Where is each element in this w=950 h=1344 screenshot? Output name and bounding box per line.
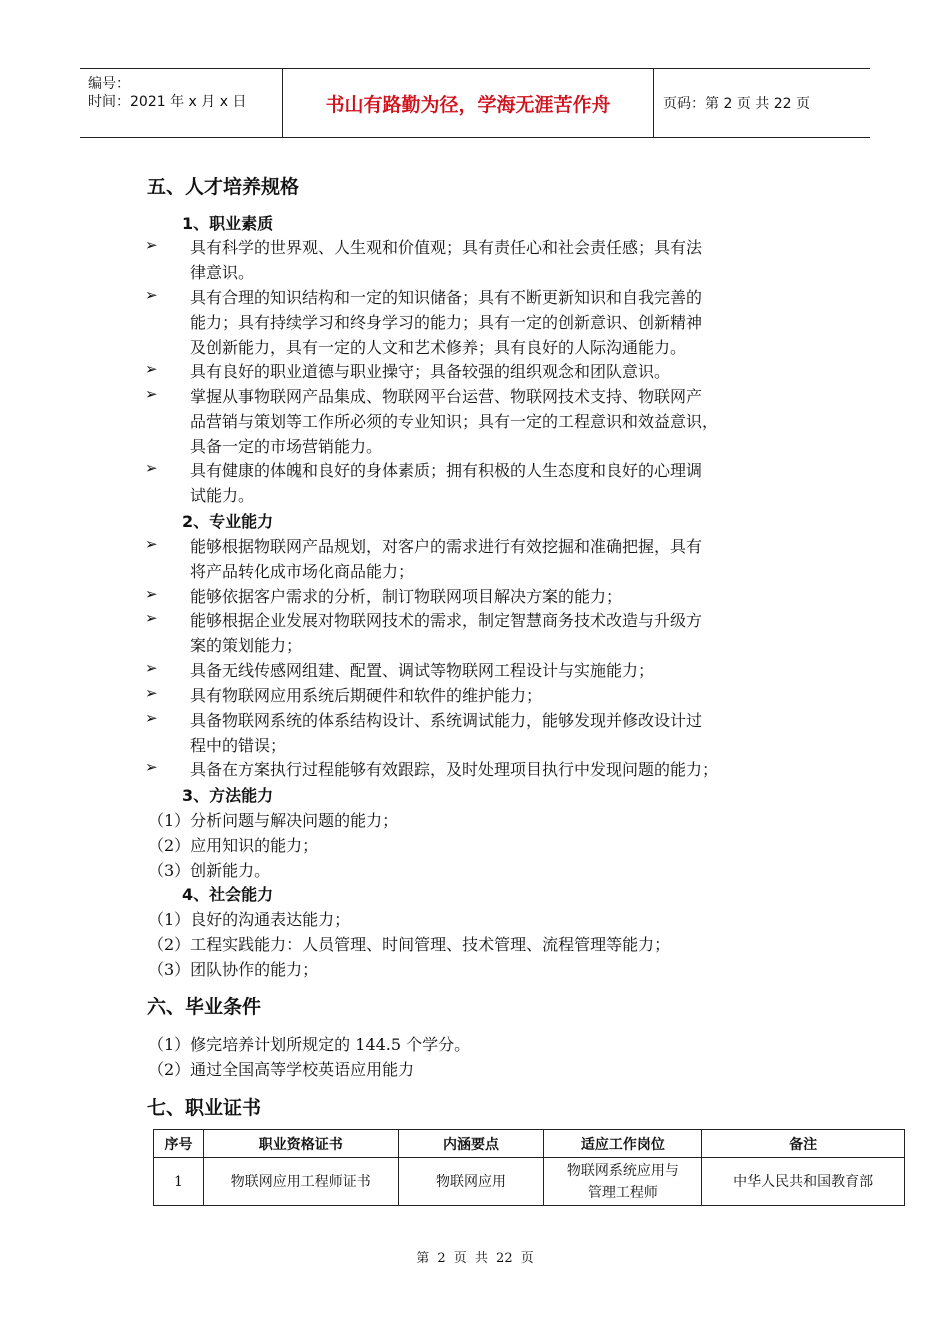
- list-item: （2）工程实践能力：人员管理、时间管理、技术管理、流程管理等能力；: [148, 935, 671, 954]
- list-item-text: 律意识。: [190, 263, 255, 282]
- section-title-7: 七、职业证书: [147, 1097, 262, 1119]
- subsection-title-5-3: 3、方法能力: [182, 786, 274, 805]
- cell-position-line: 物联网系统应用与: [566, 1162, 679, 1179]
- list-item-text: 掌握从事物联网产品集成、物联网平台运营、物联网技术支持、物联网产: [190, 387, 703, 406]
- list-item-text: 具有科学的世界观、人生观和价值观；具有责任心和社会责任感；具有法: [190, 238, 703, 257]
- list-item-text: 具有合理的知识结构和一定的知识储备；具有不断更新知识和自我完善的: [190, 288, 703, 307]
- cell-index: 1: [154, 1158, 204, 1206]
- time-label: 时间：2021 年 x 月 x 日: [88, 94, 247, 110]
- list-item-text: 具有物联网应用系统后期硬件和软件的维护能力；: [190, 686, 543, 705]
- page-footer: 第 2 页 共 22 页: [416, 1251, 534, 1266]
- arrow-bullet-icon: ➢: [145, 286, 158, 304]
- list-item: （2）通过全国高等学校英语应用能力: [148, 1060, 415, 1079]
- arrow-bullet-icon: ➢: [145, 684, 158, 702]
- list-item-text: 能力；具有持续学习和终身学习的能力；具有一定的创新意识、创新精神: [190, 313, 703, 332]
- certificate-table: [153, 1129, 905, 1206]
- list-item: （3）创新能力。: [148, 861, 271, 880]
- subsection-title-5-1: 1、职业素质: [182, 214, 274, 233]
- arrow-bullet-icon: ➢: [145, 585, 158, 603]
- list-item: （1）良好的沟通表达能力；: [148, 910, 351, 929]
- col-header-certificate: 职业资格证书: [203, 1130, 398, 1158]
- list-item-text: 具备物联网系统的体系结构设计、系统调试能力，能够发现并修改设计过: [190, 711, 703, 730]
- arrow-bullet-icon: ➢: [145, 609, 158, 627]
- list-item-text: 具有良好的职业道德与职业操守；具备较强的组织观念和团队意识。: [190, 362, 671, 381]
- list-item-text: 具备无线传感网组建、配置、调试等物联网工程设计与实施能力；: [190, 661, 655, 680]
- page-header: [80, 68, 870, 138]
- arrow-bullet-icon: ➢: [145, 236, 158, 254]
- arrow-bullet-icon: ➢: [145, 385, 158, 403]
- list-item: （1）修完培养计划所规定的 144.5 个学分。: [148, 1035, 471, 1054]
- arrow-bullet-icon: ➢: [145, 709, 158, 727]
- list-item-text: 能够依据客户需求的分析，制订物联网项目解决方案的能力；: [190, 587, 623, 606]
- col-header-position: 适应工作岗位: [544, 1130, 702, 1158]
- list-item: （3）团队协作的能力；: [148, 960, 319, 979]
- header-motto: 书山有路勤为径，学海无涯苦作舟: [283, 69, 654, 137]
- list-item: （2）应用知识的能力；: [148, 836, 319, 855]
- list-item-text: 具备一定的市场营销能力。: [190, 437, 383, 456]
- list-item-text: 及创新能力，具有一定的人文和艺术修养；具有良好的人际沟通能力。: [190, 338, 687, 357]
- arrow-bullet-icon: ➢: [145, 459, 158, 477]
- cell-content: 物联网应用: [398, 1158, 544, 1206]
- list-item-text: 将产品转化成市场化商品能力；: [190, 562, 415, 581]
- col-header-content: 内涵要点: [398, 1130, 544, 1158]
- table-row: [154, 1158, 905, 1206]
- arrow-bullet-icon: ➢: [145, 758, 158, 776]
- list-item-text: 品营销与策划等工作所必须的专业知识；具有一定的工程意识和效益意识，: [190, 412, 719, 431]
- header-page-info: 页码：第 2 页 共 22 页: [663, 96, 810, 112]
- list-item: （1）分析问题与解决问题的能力；: [148, 811, 399, 830]
- number-label: 编号：: [88, 76, 130, 92]
- arrow-bullet-icon: ➢: [145, 659, 158, 677]
- list-item-text: 案的策划能力；: [190, 636, 303, 655]
- subsection-title-5-4: 4、社会能力: [182, 885, 274, 904]
- header-meta: [80, 69, 283, 137]
- subsection-title-5-2: 2、专业能力: [182, 512, 274, 531]
- list-item-text: 程中的错误；: [190, 736, 287, 755]
- list-item-text: 试能力。: [190, 486, 255, 505]
- cell-position: [544, 1158, 702, 1206]
- list-item-text: 具有健康的体魄和良好的身体素质；拥有积极的人生态度和良好的心理调: [190, 461, 703, 480]
- list-item-text: 能够根据企业发展对物联网技术的需求，制定智慧商务技术改造与升级方: [190, 611, 703, 630]
- cell-remark: 中华人民共和国教育部: [702, 1158, 905, 1206]
- cell-position-line: 管理工程师: [587, 1184, 658, 1201]
- col-header-remark: 备注: [702, 1130, 905, 1158]
- col-header-index: 序号: [154, 1130, 204, 1158]
- cell-certificate: 物联网应用工程师证书: [203, 1158, 398, 1206]
- arrow-bullet-icon: ➢: [145, 360, 158, 378]
- section-title-6: 六、毕业条件: [147, 996, 262, 1018]
- list-item-text: 能够根据物联网产品规划，对客户的需求进行有效挖掘和准确把握，具有: [190, 537, 703, 556]
- section-title-5: 五、人才培养规格: [147, 176, 300, 198]
- list-item-text: 具备在方案执行过程能够有效跟踪，及时处理项目执行中发现问题的能力；: [190, 760, 719, 779]
- table-header-row: [154, 1130, 905, 1158]
- arrow-bullet-icon: ➢: [145, 535, 158, 553]
